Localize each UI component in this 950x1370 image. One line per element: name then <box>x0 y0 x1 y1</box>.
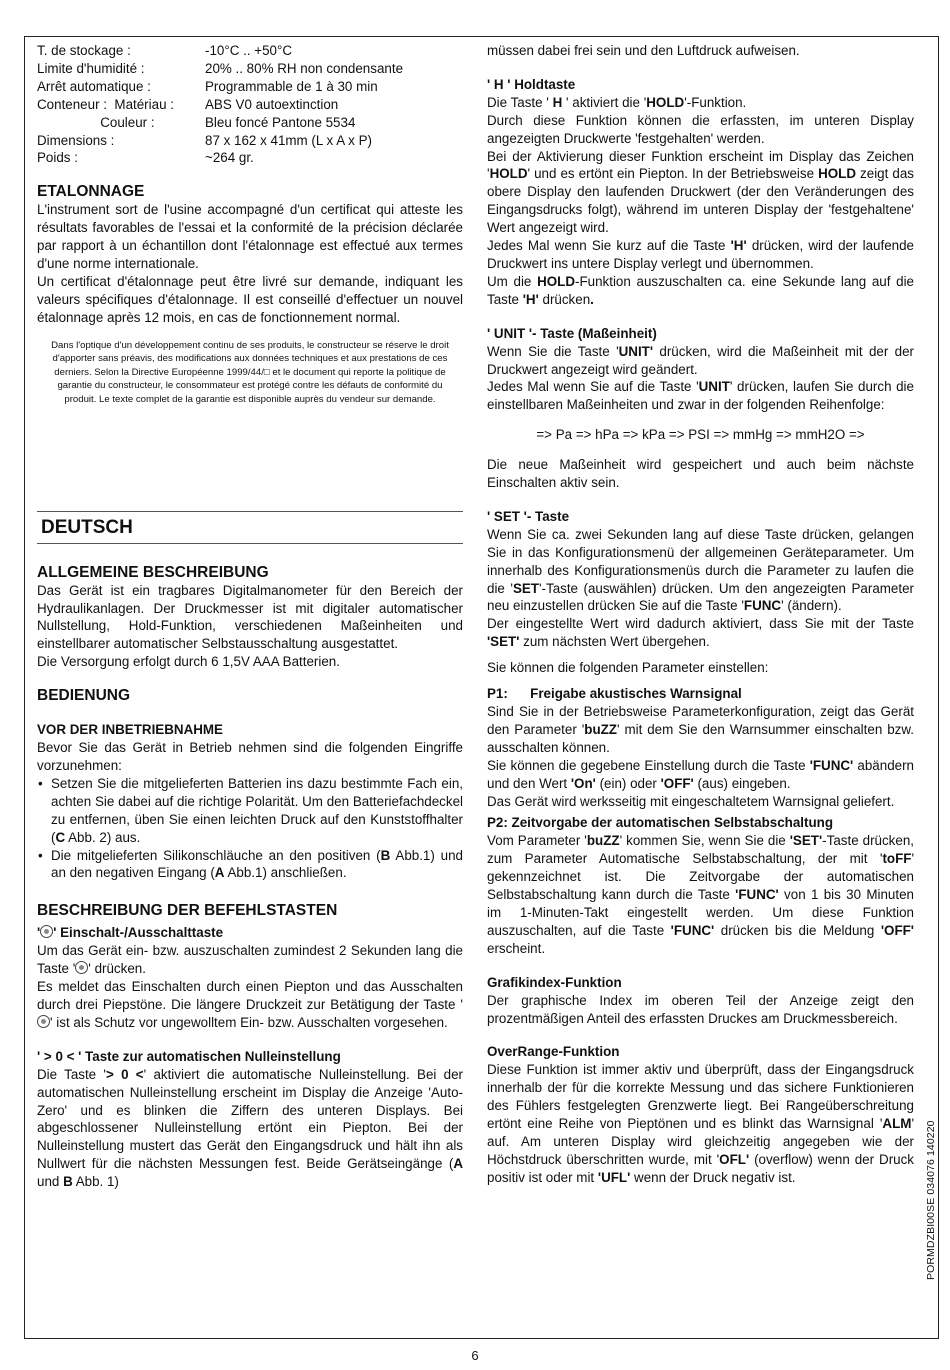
unit-title: ' UNIT '- Taste (Maßeinheit) <box>487 325 657 341</box>
spec-label: Limite d'humidité : <box>37 60 145 76</box>
set-p1: Wenn Sie ca. zwei Sekunden lang auf diese Taste drücken, gelangen Sie in das Konfigurationsmenü der allgemeinen Geräteparameter. Um innerhalb des Konfigurationsmenüs durch die Parameter zu laufen die die 'SET'-Taste (auswählen) drücken. Um den angezeigten Parameter neu einzustellen drücken Sie auf die Taste 'FUNC' (ändern). <box>487 526 914 614</box>
specs-table <box>37 42 463 167</box>
set-p2: Der eingestellte Wert wird dadurch aktiviert, dass Sie mit der Taste 'SET' zum nächsten Wert übergehen. <box>487 616 914 650</box>
set-title: ' SET '- Taste <box>487 508 570 524</box>
p1-text: Sind Sie in der Betriebsweise Parameterkonfiguration, zeigt das Gerät den Parameter 'buZZ' mit dem Sie den Warnsummer einschalten bzw. ausschalten können. <box>487 704 914 755</box>
power-icon <box>37 1015 50 1028</box>
unit-p2: Jedes Mal wenn Sie auf die Taste 'UNIT' drücken, laufen Sie durch die einstellbaren Maßeinheiten und zwar in der folgenden Reihenfolge: <box>487 379 914 413</box>
hold-p4: Jedes Mal wenn Sie kurz auf die Taste 'H' drücken, wird der laufende Druckwert ins untere Display verlegt und übernommen. <box>487 238 914 271</box>
spec-label: Conteneur : Matériau : <box>37 96 174 112</box>
hold-title: ' H ' Holdtaste <box>487 76 576 92</box>
grafik-title: Grafikindex-Funktion <box>487 974 622 990</box>
vor-inbetriebnahme-title: VOR DER INBETRIEBNAHME <box>37 722 223 738</box>
overrange-title: OverRange-Funktion <box>487 1044 620 1060</box>
power-icon <box>75 961 88 974</box>
spec-value: Bleu foncé Pantone 5534 <box>205 114 356 130</box>
allgemeine-p2: Die Versorgung erfolgt durch 6 1,5V AAA Batterien. <box>37 654 340 670</box>
befehlstasten-title: BESCHREIBUNG DER BEFEHLSTASTEN <box>37 902 338 920</box>
right-column <box>487 42 914 1187</box>
zero-title: ' > 0 < ' Taste zur automatischen Nulleinstellung <box>37 1048 341 1064</box>
left-column <box>37 42 463 1191</box>
list-item: • Die mitgelieferten Silikonschläuche an den positiven (B Abb.1) und an den negativen Eingang (A Abb.1) anschließen. <box>51 847 463 883</box>
spec-label: T. de stockage : <box>37 43 131 58</box>
p1-text3: Das Gerät wird werksseitig mit eingeschaltetem Warnsignal geliefert. <box>487 793 895 809</box>
power-icon <box>40 925 53 938</box>
unit-p1: Wenn Sie die Taste 'UNIT' drücken, wird die Maßeinheit mit der der Druckwert angezeigt wird geändert. <box>487 343 914 377</box>
hold-p1: Die Taste ' H ' aktiviert die 'HOLD'-Funktion. <box>487 94 747 110</box>
hold-p3: Bei der Aktivierung dieser Funktion erscheint im Display das Zeichen 'HOLD' und es ertönt ein Piepton. In der Betriebsweise HOLD zeigt das obere Display den laufenden Druckwert (der den Veränderungen des Eingangsdrucks folgt), während im unteren Display der 'festgehaltene' Wert angezeigt wird. <box>487 148 914 236</box>
spec-label: Poids : <box>37 150 78 166</box>
spec-value: ABS V0 autoextinction <box>205 96 339 112</box>
overrange-text: Diese Funktion ist immer aktiv und überprüft, dass der Eingangsdruck innerhalb der für die korrekte Messung und das sichere Funktionieren des Fühlers festgelegten Grenzwerte liegt. Bei Rangeüberschreitung ertönt eine Reihe von Pieptönen und es blinkt das Warnsignal 'ALM' auf. Am unteren Display wird gleichzeitig angegeben wie der Höchstdruck überschritten wurde, mit 'OFL' (overflow) wenn der Druck positiv ist oder mit 'UFL' wenn der Druck negativ ist. <box>487 1062 914 1185</box>
etalonnage-title: ETALONNAGE <box>37 183 145 201</box>
p2-text: Vom Parameter 'buZZ' kommen Sie, wenn Sie die 'SET'-Taste drücken, zum Parameter Automatische Selbstabschaltung, der mit 'toFF' gekennzeichnet ist. Die Zeitvorgabe der automatischen Selbstabschaltung kann durch die Taste 'FUNC' von 1 bis 30 Minuten im 1-Minuten-Takt eingestellt werden. Um diese Funktion auszuschalten, auf die Taste 'FUNC' drücken bis die Meldung 'OFF' erscheint. <box>487 833 914 956</box>
spec-label: Arrêt automatique : <box>37 78 151 94</box>
set-p3: Sie können die folgenden Parameter einstellen: <box>487 660 769 676</box>
warranty-fineprint: Dans l'optique d'un développement continu de ses produits, le constructeur se réserve le droit d'apporter sans préavis, des modifications aux données techniques et aux prestations de ces derniers. Selon la Directive Européenne 1999/44/□ et le document qui reporte la politique de garantie du constructeur, le consommateur est protégé contre les défauts de conformité du produit. Le texte complet de la garantie est disponible auprès du vendeur sur demande. <box>51 339 449 406</box>
allgemeine-title: ALLGEMEINE BESCHREIBUNG <box>37 563 269 581</box>
bedienung-title: BEDIENUNG <box>37 687 131 705</box>
p1-text2: Sie können die gegebene Einstellung durch die Taste 'FUNC' abändern und den Wert 'On' (ein) oder 'OFF' (aus) eingeben. <box>487 757 915 791</box>
spec-value: 20% .. 80% RH non condensante <box>205 60 404 76</box>
onoff-p2: Es meldet das Einschalten durch einen Piepton und das Ausschalten durch drei Piepstöne. Die längere Druckzeit zur Betätigung der Taste '' ist als Schutz vor ungewolltem Ein- bzw. Ausschalten vorgesehen. <box>37 979 463 1030</box>
onoff-title: ' ' Einschalt-/Ausschalttaste <box>37 925 224 941</box>
language-heading: DEUTSCH <box>37 511 463 544</box>
hold-p2: Durch diese Funktion können die erfassten, im unteren Display angezeigten Druckwerte 'festgehalten' werden. <box>487 112 914 146</box>
spec-value: -10°C .. +50°C <box>205 43 292 58</box>
spec-label: Couleur : <box>37 114 155 130</box>
unit-p3: Die neue Maßeinheit wird gespeichert und auch beim nächste Einschalten aktiv sein. <box>487 457 914 491</box>
page-number: 6 <box>471 1348 479 1363</box>
etalonnage-p2: Un certificat d'étalonnage peut être livré sur demande, indiquant les valeurs spécifiques d'étalonnage. Il est conseillé d'effectuer un nouvel étalonnage après 12 mois, en cas de fonctionnement normal. <box>37 273 463 325</box>
onoff-p1: Um das Gerät ein- bzw. auszuschalten zumindest 2 Sekunden lang die Taste ' ' drücken. <box>37 943 463 977</box>
bedienung-list <box>37 775 463 882</box>
spec-value: Programmable de 1 à 30 min <box>205 78 378 94</box>
p2-title: P2: Zeitvorgabe der automatischen Selbstabschaltung <box>487 815 834 831</box>
etalonnage-p1: L'instrument sort de l'usine accompagné d'un certificat qui atteste les résultats favorables de l'essai et la conformité de la précision déclarée par rapport à un échantillon dont l'étalonnage est effectué aux termes d'une norme internationale. <box>37 202 463 272</box>
hold-p5: Um die HOLD-Funktion auszuschalten ca. eine Sekunde lang auf die Taste 'H' drücken. <box>487 273 915 307</box>
bedienung-intro: Bevor Sie das Gerät in Betrieb nehmen sind die folgenden Eingriffe vorzunehmen: <box>37 740 463 773</box>
document-code: PORMDZBI00SE 034076 140220 <box>925 1120 937 1280</box>
spec-value: ~264 gr. <box>205 150 254 166</box>
grafik-text: Der graphische Index im oberen Teil der Anzeige zeigt den prozentmäßigen Anteil des erfassten Druckes am Druckmessbereich. <box>487 992 914 1026</box>
list-item: • Setzen Sie die mitgelieferten Batterien ins dazu bestimmte Fach ein, achten Sie dabei auf die richtige Polarität. Um den Batteriefachdeckel zu entfernen, üben Sie einen leichten Druck auf den Kunststoffhalter (C Abb. 2) aus. <box>51 775 463 847</box>
p1-title: P1: Freigabe akustisches Warnsignal <box>487 686 742 702</box>
spec-label: Dimensions : <box>37 132 115 148</box>
zero-p: Die Taste '> 0 <' aktiviert die automatische Nulleinstellung. Bei der automatischen Nulleinstellung erscheint im Display die Anzeige 'Auto-Zero' und es blinken die Ziffern des unteren Displays. Bei abgeschlossener Nulleinstellung ertönt ein Piepton. Bei der Nulleinstellung mustert das Gerät den Eingangsdruck und hält ihn als Nullwert für die nächsten Messungen fest. Beide Gerätseingänge (A und B Abb. 1) <box>37 1066 463 1190</box>
allgemeine-p1: Das Gerät ist ein tragbares Digitalmanometer für den Bereich der Hydraulikanlagen. Der Druckmesser ist mit digitaler automatischer Nullstellung, Hold-Funktion, verschiedenen Maßeinheiten und einstellbarer automatischer Selbstausschaltung ausgestattet. <box>37 582 463 652</box>
continued-text: müssen dabei frei sein und den Luftdruck aufweisen. <box>487 43 800 58</box>
spec-value: 87 x 162 x 41mm (L x A x P) <box>205 132 372 148</box>
unit-sequence: => Pa => hPa => kPa => PSI => mmHg => mmH2O => <box>536 427 865 443</box>
